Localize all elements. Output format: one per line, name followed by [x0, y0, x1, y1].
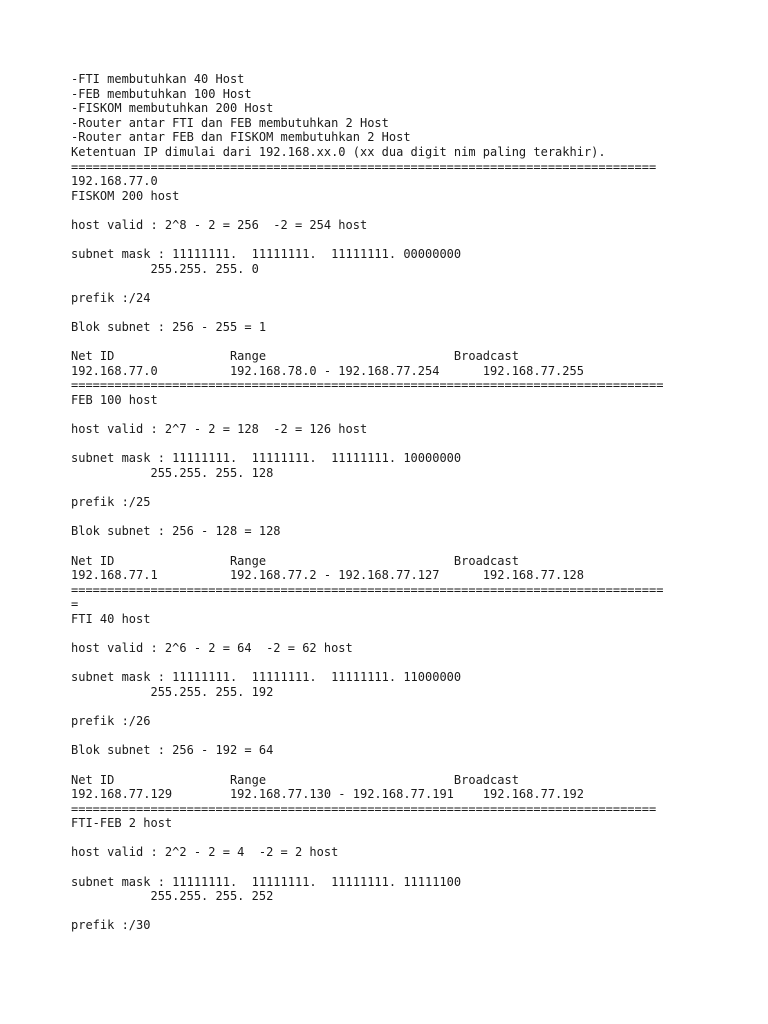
text-line: Blok subnet : 256 - 192 = 64 — [71, 743, 274, 758]
blank-line — [71, 510, 731, 525]
blank-line — [71, 831, 731, 846]
document-text — [71, 72, 731, 933]
text-line: 192.168.77.0 — [71, 174, 158, 189]
blank-line — [71, 729, 731, 744]
text-line: subnet mask : 11111111. 11111111. 11111111. 11111100 — [71, 874, 462, 889]
blank-line — [71, 656, 731, 671]
text-line: 192.168.77.0 192.168.78.0 - 192.168.77.254 192.168.77.255 — [71, 363, 584, 378]
blank-line — [71, 306, 731, 321]
separator-line: ================================================================================= — [71, 159, 657, 174]
text-line: prefik :/25 — [71, 495, 151, 510]
text-line: Net ID Range Broadcast — [71, 772, 519, 787]
blank-line — [71, 860, 731, 875]
text-line: 192.168.77.129 192.168.77.130 - 192.168.77.191 192.168.77.192 — [71, 787, 584, 802]
blank-line — [71, 335, 731, 350]
blank-line — [71, 700, 731, 715]
blank-line — [71, 539, 731, 554]
text-line: prefik :/26 — [71, 714, 151, 729]
text-line: 255.255. 255. 192 — [71, 684, 274, 699]
text-line: Net ID Range Broadcast — [71, 349, 519, 364]
text-line: -FEB membutuhkan 100 Host — [71, 86, 252, 101]
text-line: 255.255. 255. 252 — [71, 889, 274, 904]
text-line: Net ID Range Broadcast — [71, 553, 519, 568]
blank-line — [71, 233, 731, 248]
text-line: 255.255. 255. 128 — [71, 466, 274, 481]
text-line: subnet mask : 11111111. 11111111. 11111111. 11000000 — [71, 670, 462, 685]
blank-line — [71, 627, 731, 642]
separator-line: ================================================================================== — [71, 582, 664, 597]
blank-line — [71, 408, 731, 423]
text-line: -FISKOM membutuhkan 200 Host — [71, 101, 274, 116]
blank-line — [71, 481, 731, 496]
text-line: prefik :/30 — [71, 918, 151, 933]
blank-line — [71, 437, 731, 452]
text-line: -Router antar FTI dan FEB membutuhkan 2 Host — [71, 115, 389, 130]
text-line: subnet mask : 11111111. 11111111. 11111111. 10000000 — [71, 451, 462, 466]
text-line: host valid : 2^6 - 2 = 64 -2 = 62 host — [71, 641, 353, 656]
blank-line — [71, 758, 731, 773]
text-line: FEB 100 host — [71, 393, 158, 408]
text-line: Blok subnet : 256 - 255 = 1 — [71, 320, 267, 335]
text-line: 192.168.77.1 192.168.77.2 - 192.168.77.127 192.168.77.128 — [71, 568, 584, 583]
text-line: FTI 40 host — [71, 611, 151, 626]
blank-line — [71, 203, 731, 218]
separator-line: ================================================================================= — [71, 801, 657, 816]
text-line: subnet mask : 11111111. 11111111. 11111111. 00000000 — [71, 247, 462, 262]
text-line: prefik :/24 — [71, 290, 151, 305]
blank-line — [71, 276, 731, 291]
text-line: -FTI membutuhkan 40 Host — [71, 72, 245, 86]
text-line: host valid : 2^7 - 2 = 128 -2 = 126 host — [71, 422, 368, 437]
text-line: Blok subnet : 256 - 128 = 128 — [71, 524, 281, 539]
text-line: Ketentuan IP dimulai dari 192.168.xx.0 (xx dua digit nim paling terakhir). — [71, 144, 606, 159]
blank-line — [71, 904, 731, 919]
separator-line: ================================================================================== — [71, 378, 664, 393]
text-line: FTI-FEB 2 host — [71, 816, 173, 831]
text-line: 255.255. 255. 0 — [71, 261, 259, 276]
text-line: host valid : 2^8 - 2 = 256 -2 = 254 host — [71, 217, 368, 232]
text-line: FISKOM 200 host — [71, 188, 180, 203]
text-line: -Router antar FEB dan FISKOM membutuhkan 2 Host — [71, 130, 411, 145]
separator-line: = — [71, 597, 79, 612]
text-line: host valid : 2^2 - 2 = 4 -2 = 2 host — [71, 845, 339, 860]
